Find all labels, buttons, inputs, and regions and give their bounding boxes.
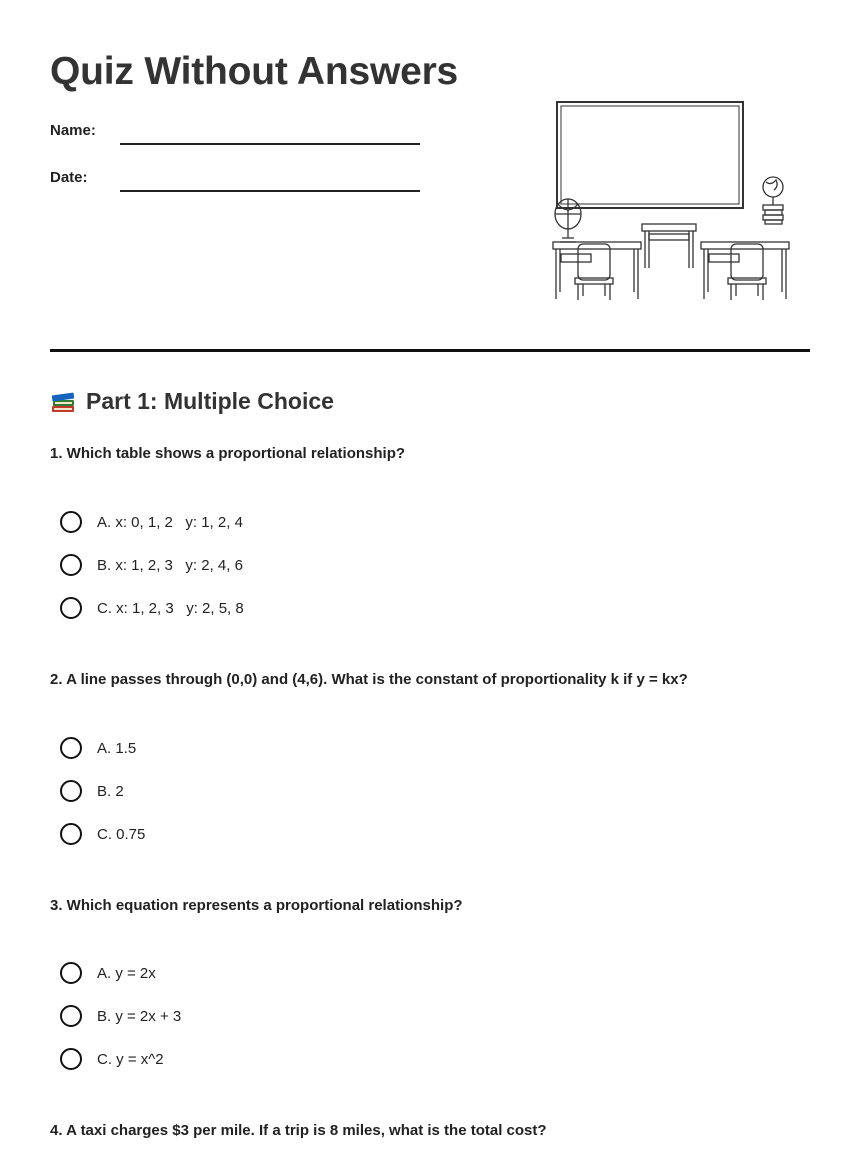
option-label: B. y = 2x + 3 — [97, 1007, 182, 1025]
radio-button[interactable] — [60, 780, 82, 802]
question-1: 1. Which table shows a proportional relationship? — [50, 445, 406, 462]
name-label: Name: — [50, 122, 96, 139]
radio-button[interactable] — [60, 1005, 82, 1027]
radio-button[interactable] — [60, 1048, 82, 1070]
option-label: C. y = x^2 — [97, 1050, 164, 1068]
q3-option-b[interactable] — [60, 1005, 181, 1027]
q3-option-a[interactable] — [60, 962, 156, 984]
option-label: A. y = 2x — [97, 964, 156, 982]
part1-heading-text: Part 1: Multiple Choice — [86, 388, 334, 414]
date-label: Date: — [50, 169, 88, 186]
radio-button[interactable] — [60, 554, 82, 576]
page-title: Quiz Without Answers — [50, 50, 459, 93]
q2-option-b[interactable] — [60, 780, 124, 802]
radio-button[interactable] — [60, 823, 82, 845]
q1-option-a[interactable] — [60, 511, 243, 533]
q1-option-c[interactable] — [60, 597, 244, 619]
question-2: 2. A line passes through (0,0) and (4,6). What is the constant of proportionality k if y = kx? — [50, 671, 688, 688]
q1-option-b[interactable] — [60, 554, 243, 576]
question-3: 3. Which equation represents a proportional relationship? — [50, 897, 463, 914]
option-label: B. x: 1, 2, 3 y: 2, 4, 6 — [97, 556, 243, 574]
section-divider — [50, 349, 810, 352]
radio-button[interactable] — [60, 597, 82, 619]
q2-option-a[interactable] — [60, 737, 136, 759]
part1-heading — [50, 388, 334, 415]
q2-option-c[interactable] — [60, 823, 145, 845]
radio-button[interactable] — [60, 737, 82, 759]
radio-button[interactable] — [60, 962, 82, 984]
radio-button[interactable] — [60, 511, 82, 533]
date-field[interactable] — [120, 190, 420, 192]
q3-option-c[interactable] — [60, 1048, 164, 1070]
option-label: B. 2 — [97, 782, 124, 800]
question-4: 4. A taxi charges $3 per mile. If a trip is 8 miles, what is the total cost? — [50, 1122, 547, 1139]
option-label: C. 0.75 — [97, 825, 146, 843]
option-label: A. 1.5 — [97, 739, 137, 757]
option-label: C. x: 1, 2, 3 y: 2, 5, 8 — [97, 599, 244, 617]
books-icon — [50, 389, 76, 415]
classroom-illustration — [545, 92, 795, 307]
option-label: A. x: 0, 1, 2 y: 1, 2, 4 — [97, 513, 243, 531]
name-field[interactable] — [120, 143, 420, 145]
